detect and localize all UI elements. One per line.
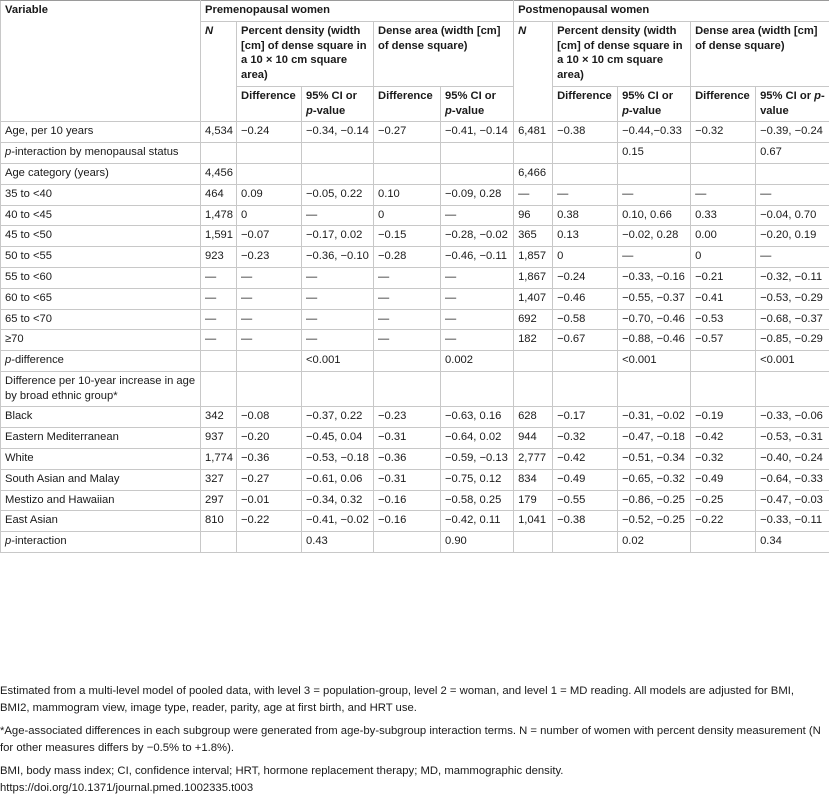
table-cell: — bbox=[441, 309, 514, 330]
table-cell bbox=[201, 371, 237, 407]
table-cell: −0.33, −0.16 bbox=[618, 267, 691, 288]
table-cell: 1,867 bbox=[514, 267, 553, 288]
table-cell: 937 bbox=[201, 428, 237, 449]
table-cell: — bbox=[302, 288, 374, 309]
table-cell: −0.05, 0.22 bbox=[302, 184, 374, 205]
table-notes bbox=[0, 683, 826, 786]
row-label: p-difference bbox=[1, 351, 201, 372]
table-cell: — bbox=[618, 184, 691, 205]
table-cell: — bbox=[237, 288, 302, 309]
header-ci: 95% CI or p-value bbox=[618, 86, 691, 122]
row-label: p-interaction by menopausal status bbox=[1, 143, 201, 164]
table-cell: 342 bbox=[201, 407, 237, 428]
table-cell: −0.34, 0.32 bbox=[302, 490, 374, 511]
header-postmenopausal: Postmenopausal women bbox=[514, 1, 829, 22]
table-cell: 4,534 bbox=[201, 122, 237, 143]
table-cell: 365 bbox=[514, 226, 553, 247]
table-cell bbox=[553, 164, 618, 185]
table-cell: −0.58 bbox=[553, 309, 618, 330]
table-cell: −0.31 bbox=[374, 469, 441, 490]
table-cell: — bbox=[691, 184, 756, 205]
table-cell: −0.40, −0.24 bbox=[756, 448, 829, 469]
table-cell: <0.001 bbox=[756, 351, 829, 372]
table-cell: −0.42 bbox=[691, 428, 756, 449]
table-cell: −0.24 bbox=[553, 267, 618, 288]
table-cell bbox=[374, 351, 441, 372]
table-cell: −0.49 bbox=[553, 469, 618, 490]
table-cell: — bbox=[237, 267, 302, 288]
table-cell: −0.22 bbox=[691, 511, 756, 532]
table-cell: −0.55, −0.37 bbox=[618, 288, 691, 309]
table-cell bbox=[237, 532, 302, 553]
row-label: 50 to <55 bbox=[1, 247, 201, 268]
table-cell: −0.32 bbox=[553, 428, 618, 449]
table-cell bbox=[756, 164, 829, 185]
header-ci: 95% CI or p-value bbox=[756, 86, 829, 122]
table-cell: −0.85, −0.29 bbox=[756, 330, 829, 351]
table-cell: <0.001 bbox=[302, 351, 374, 372]
table-row bbox=[1, 309, 829, 330]
table-row bbox=[1, 288, 829, 309]
table-cell: 0.43 bbox=[302, 532, 374, 553]
table-cell: — bbox=[618, 247, 691, 268]
table-cell: −0.38 bbox=[553, 122, 618, 143]
header-n: N bbox=[514, 21, 553, 122]
table-cell: 1,041 bbox=[514, 511, 553, 532]
table-cell: — bbox=[374, 267, 441, 288]
table-cell: — bbox=[237, 330, 302, 351]
table-cell: — bbox=[302, 309, 374, 330]
header-dense-area: Dense area (width [cm] of dense square) bbox=[374, 21, 514, 86]
table-cell: −0.47, −0.03 bbox=[756, 490, 829, 511]
table-cell: −0.23 bbox=[374, 407, 441, 428]
table-cell: −0.46, −0.11 bbox=[441, 247, 514, 268]
table-cell bbox=[618, 371, 691, 407]
table-cell: −0.21 bbox=[691, 267, 756, 288]
table-cell: −0.25 bbox=[691, 490, 756, 511]
table-row bbox=[1, 407, 829, 428]
table-row bbox=[1, 122, 829, 143]
table-cell: — bbox=[756, 247, 829, 268]
table-cell: −0.42, 0.11 bbox=[441, 511, 514, 532]
table-cell: — bbox=[374, 330, 441, 351]
table-cell: −0.57 bbox=[691, 330, 756, 351]
table-cell: −0.27 bbox=[237, 469, 302, 490]
table-cell: −0.59, −0.13 bbox=[441, 448, 514, 469]
table-cell: −0.42 bbox=[553, 448, 618, 469]
table-cell: −0.36, −0.10 bbox=[302, 247, 374, 268]
table-cell: −0.86, −0.25 bbox=[618, 490, 691, 511]
table-cell: 944 bbox=[514, 428, 553, 449]
header-variable: Variable bbox=[1, 1, 201, 122]
table-cell: 96 bbox=[514, 205, 553, 226]
table-row bbox=[1, 226, 829, 247]
header-n: N bbox=[201, 21, 237, 122]
table-cell: −0.27 bbox=[374, 122, 441, 143]
table-cell: −0.75, 0.12 bbox=[441, 469, 514, 490]
table-cell: 1,857 bbox=[514, 247, 553, 268]
table-row bbox=[1, 490, 829, 511]
table-cell: 2,777 bbox=[514, 448, 553, 469]
table-cell: 464 bbox=[201, 184, 237, 205]
table-cell: 0.15 bbox=[618, 143, 691, 164]
table-header bbox=[1, 1, 829, 122]
table-cell bbox=[691, 532, 756, 553]
table-cell: −0.37, 0.22 bbox=[302, 407, 374, 428]
table-cell: −0.32 bbox=[691, 122, 756, 143]
table-cell: −0.09, 0.28 bbox=[441, 184, 514, 205]
table-cell: 0.10 bbox=[374, 184, 441, 205]
table-cell bbox=[553, 371, 618, 407]
table-cell bbox=[691, 164, 756, 185]
table-cell: 0.67 bbox=[756, 143, 829, 164]
table-cell bbox=[302, 371, 374, 407]
table-cell bbox=[374, 143, 441, 164]
header-difference: Difference bbox=[237, 86, 302, 122]
table-cell: 834 bbox=[514, 469, 553, 490]
table-cell: 0.38 bbox=[553, 205, 618, 226]
table-cell: — bbox=[302, 330, 374, 351]
table-cell: 327 bbox=[201, 469, 237, 490]
header-difference: Difference bbox=[553, 86, 618, 122]
table-cell: −0.53, −0.29 bbox=[756, 288, 829, 309]
table-cell: −0.38 bbox=[553, 511, 618, 532]
table-cell bbox=[201, 532, 237, 553]
table-cell: 628 bbox=[514, 407, 553, 428]
table-cell: −0.64, 0.02 bbox=[441, 428, 514, 449]
note-paragraph: *Age-associated differences in each subgroup were generated from age-by-subgroup interaction terms. N = number of women with percent density measurement (N for other measures differs by −0.5% to +1.8%). bbox=[0, 724, 821, 754]
table-cell: 179 bbox=[514, 490, 553, 511]
table-cell: 0.00 bbox=[691, 226, 756, 247]
table-cell bbox=[441, 164, 514, 185]
table-body bbox=[1, 122, 829, 552]
table-cell: −0.16 bbox=[374, 511, 441, 532]
table-cell: −0.24 bbox=[237, 122, 302, 143]
table-cell: −0.45, 0.04 bbox=[302, 428, 374, 449]
table-cell bbox=[553, 532, 618, 553]
table-cell bbox=[553, 351, 618, 372]
table-cell: <0.001 bbox=[618, 351, 691, 372]
table-cell: 692 bbox=[514, 309, 553, 330]
table-cell: −0.67 bbox=[553, 330, 618, 351]
table-cell: −0.31, −0.02 bbox=[618, 407, 691, 428]
row-label: 60 to <65 bbox=[1, 288, 201, 309]
table-cell: −0.07 bbox=[237, 226, 302, 247]
table-cell bbox=[691, 351, 756, 372]
row-label: 65 to <70 bbox=[1, 309, 201, 330]
table-cell: −0.39, −0.24 bbox=[756, 122, 829, 143]
row-label: Black bbox=[1, 407, 201, 428]
table-row bbox=[1, 371, 829, 407]
table-cell: −0.49 bbox=[691, 469, 756, 490]
table-cell: −0.36 bbox=[237, 448, 302, 469]
table-row bbox=[1, 247, 829, 268]
table-cell bbox=[374, 164, 441, 185]
table-cell: 0.10, 0.66 bbox=[618, 205, 691, 226]
table-cell: 0 bbox=[374, 205, 441, 226]
table-cell bbox=[374, 371, 441, 407]
table-cell: — bbox=[441, 330, 514, 351]
table-cell: −0.02, 0.28 bbox=[618, 226, 691, 247]
table-cell: 0.09 bbox=[237, 184, 302, 205]
table-cell: −0.28 bbox=[374, 247, 441, 268]
table-row bbox=[1, 330, 829, 351]
table-cell bbox=[756, 371, 829, 407]
row-label: Age category (years) bbox=[1, 164, 201, 185]
table-cell: −0.68, −0.37 bbox=[756, 309, 829, 330]
header-ci: 95% CI or p-value bbox=[441, 86, 514, 122]
table-cell: −0.15 bbox=[374, 226, 441, 247]
table-cell: −0.16 bbox=[374, 490, 441, 511]
table-cell bbox=[237, 371, 302, 407]
table-cell bbox=[302, 164, 374, 185]
table-cell: −0.41, −0.14 bbox=[441, 122, 514, 143]
table-cell: −0.61, 0.06 bbox=[302, 469, 374, 490]
table-cell: −0.53, −0.31 bbox=[756, 428, 829, 449]
table-cell: 182 bbox=[514, 330, 553, 351]
table-cell: −0.52, −0.25 bbox=[618, 511, 691, 532]
row-label: 45 to <50 bbox=[1, 226, 201, 247]
header-percent-density: Percent density (width [cm] of dense square in a 10 × 10 cm square area) bbox=[553, 21, 691, 86]
table-cell: −0.28, −0.02 bbox=[441, 226, 514, 247]
table-row bbox=[1, 351, 829, 372]
table-row bbox=[1, 469, 829, 490]
table-cell: −0.01 bbox=[237, 490, 302, 511]
table-cell: −0.53 bbox=[691, 309, 756, 330]
table-cell: 1,407 bbox=[514, 288, 553, 309]
table-cell bbox=[201, 351, 237, 372]
table-cell: 0.33 bbox=[691, 205, 756, 226]
table-cell: −0.22 bbox=[237, 511, 302, 532]
table-cell: 1,478 bbox=[201, 205, 237, 226]
table-row bbox=[1, 448, 829, 469]
table-cell: −0.70, −0.46 bbox=[618, 309, 691, 330]
table-cell bbox=[201, 143, 237, 164]
row-label: 35 to <40 bbox=[1, 184, 201, 205]
table-cell: 0.002 bbox=[441, 351, 514, 372]
table-cell: −0.17, 0.02 bbox=[302, 226, 374, 247]
row-label: Eastern Mediterranean bbox=[1, 428, 201, 449]
table-cell: 0.90 bbox=[441, 532, 514, 553]
table-cell: −0.46 bbox=[553, 288, 618, 309]
table-cell: — bbox=[201, 309, 237, 330]
table-cell: −0.64, −0.33 bbox=[756, 469, 829, 490]
table-row bbox=[1, 532, 829, 553]
table-cell: — bbox=[756, 184, 829, 205]
table-cell: −0.19 bbox=[691, 407, 756, 428]
table-cell bbox=[374, 532, 441, 553]
table-cell: −0.53, −0.18 bbox=[302, 448, 374, 469]
header-ci: 95% CI or p-value bbox=[302, 86, 374, 122]
table-cell: −0.17 bbox=[553, 407, 618, 428]
table-cell: 6,481 bbox=[514, 122, 553, 143]
table-row bbox=[1, 511, 829, 532]
table-cell: — bbox=[302, 267, 374, 288]
table-cell: −0.41 bbox=[691, 288, 756, 309]
row-label: ≥70 bbox=[1, 330, 201, 351]
table-cell: −0.58, 0.25 bbox=[441, 490, 514, 511]
table-cell: — bbox=[302, 205, 374, 226]
table-cell: −0.32, −0.11 bbox=[756, 267, 829, 288]
row-label: South Asian and Malay bbox=[1, 469, 201, 490]
table-cell: 0.34 bbox=[756, 532, 829, 553]
table-cell: — bbox=[237, 309, 302, 330]
table-cell bbox=[514, 143, 553, 164]
table-cell bbox=[237, 143, 302, 164]
header-difference: Difference bbox=[691, 86, 756, 122]
table-cell: −0.33, −0.11 bbox=[756, 511, 829, 532]
table-cell: 1,591 bbox=[201, 226, 237, 247]
doi-link[interactable]: https://doi.org/10.1371/journal.pmed.1002335.t003 bbox=[0, 782, 254, 794]
table-cell bbox=[691, 143, 756, 164]
table-cell bbox=[237, 351, 302, 372]
table-cell: −0.31 bbox=[374, 428, 441, 449]
table-cell: 4,456 bbox=[201, 164, 237, 185]
table-cell: −0.36 bbox=[374, 448, 441, 469]
table-cell: — bbox=[514, 184, 553, 205]
header-percent-density: Percent density (width [cm] of dense square in a 10 × 10 cm square area) bbox=[237, 21, 374, 86]
table-cell: −0.20 bbox=[237, 428, 302, 449]
table-cell: 1,774 bbox=[201, 448, 237, 469]
table-cell: — bbox=[441, 288, 514, 309]
table-cell: −0.47, −0.18 bbox=[618, 428, 691, 449]
note-paragraph: BMI, body mass index; CI, confidence interval; HRT, hormone replacement therapy; MD, mammographic density. bbox=[0, 764, 564, 777]
table-cell bbox=[553, 143, 618, 164]
table-cell: −0.55 bbox=[553, 490, 618, 511]
table-cell bbox=[514, 532, 553, 553]
table-cell: −0.08 bbox=[237, 407, 302, 428]
table-cell: — bbox=[553, 184, 618, 205]
table-row bbox=[1, 184, 829, 205]
table-cell: −0.63, 0.16 bbox=[441, 407, 514, 428]
table-cell: 0.02 bbox=[618, 532, 691, 553]
row-label: Mestizo and Hawaiian bbox=[1, 490, 201, 511]
table-row bbox=[1, 205, 829, 226]
table-row bbox=[1, 143, 829, 164]
row-label: Difference per 10-year increase in age by broad ethnic group* bbox=[1, 371, 201, 407]
table-cell: — bbox=[441, 267, 514, 288]
table-cell: −0.33, −0.06 bbox=[756, 407, 829, 428]
note-paragraph: Estimated from a multi-level model of pooled data, with level 3 = population-group, level 2 = woman, and level 1 = MD reading. All models are adjusted for BMI, BMI2, mammogram view, image type, reader, parity, age at first birth, and HRT use. bbox=[0, 685, 795, 714]
row-label: 40 to <45 bbox=[1, 205, 201, 226]
table-cell bbox=[618, 164, 691, 185]
table-cell: −0.51, −0.34 bbox=[618, 448, 691, 469]
table-cell: 0 bbox=[553, 247, 618, 268]
table-cell bbox=[237, 164, 302, 185]
table-cell: — bbox=[201, 288, 237, 309]
table-cell: 0 bbox=[691, 247, 756, 268]
table-cell: −0.44,−0.33 bbox=[618, 122, 691, 143]
table-cell bbox=[514, 351, 553, 372]
table-row bbox=[1, 428, 829, 449]
table-cell: 0.13 bbox=[553, 226, 618, 247]
row-label: Age, per 10 years bbox=[1, 122, 201, 143]
table-cell: −0.65, −0.32 bbox=[618, 469, 691, 490]
table-row bbox=[1, 267, 829, 288]
table-cell: — bbox=[201, 267, 237, 288]
table-cell: 6,466 bbox=[514, 164, 553, 185]
table-cell bbox=[691, 371, 756, 407]
table-cell: 297 bbox=[201, 490, 237, 511]
table-cell: −0.34, −0.14 bbox=[302, 122, 374, 143]
table-row bbox=[1, 164, 829, 185]
table-cell: 0 bbox=[237, 205, 302, 226]
table-cell: −0.20, 0.19 bbox=[756, 226, 829, 247]
header-difference: Difference bbox=[374, 86, 441, 122]
table-cell: −0.23 bbox=[237, 247, 302, 268]
table-cell: — bbox=[374, 288, 441, 309]
table-cell: — bbox=[201, 330, 237, 351]
table-cell: 810 bbox=[201, 511, 237, 532]
row-label: East Asian bbox=[1, 511, 201, 532]
table-cell bbox=[441, 371, 514, 407]
table-cell: −0.88, −0.46 bbox=[618, 330, 691, 351]
table-cell bbox=[514, 371, 553, 407]
row-label: White bbox=[1, 448, 201, 469]
table-cell: −0.04, 0.70 bbox=[756, 205, 829, 226]
row-label: 55 to <60 bbox=[1, 267, 201, 288]
header-premenopausal: Premenopausal women bbox=[201, 1, 514, 22]
table-cell bbox=[302, 143, 374, 164]
table-cell: −0.41, −0.02 bbox=[302, 511, 374, 532]
table-cell bbox=[441, 143, 514, 164]
header-dense-area: Dense area (width [cm] of dense square) bbox=[691, 21, 829, 86]
row-label: p-interaction bbox=[1, 532, 201, 553]
table-cell: −0.32 bbox=[691, 448, 756, 469]
table-cell: 923 bbox=[201, 247, 237, 268]
table-cell: — bbox=[441, 205, 514, 226]
table-cell: — bbox=[374, 309, 441, 330]
